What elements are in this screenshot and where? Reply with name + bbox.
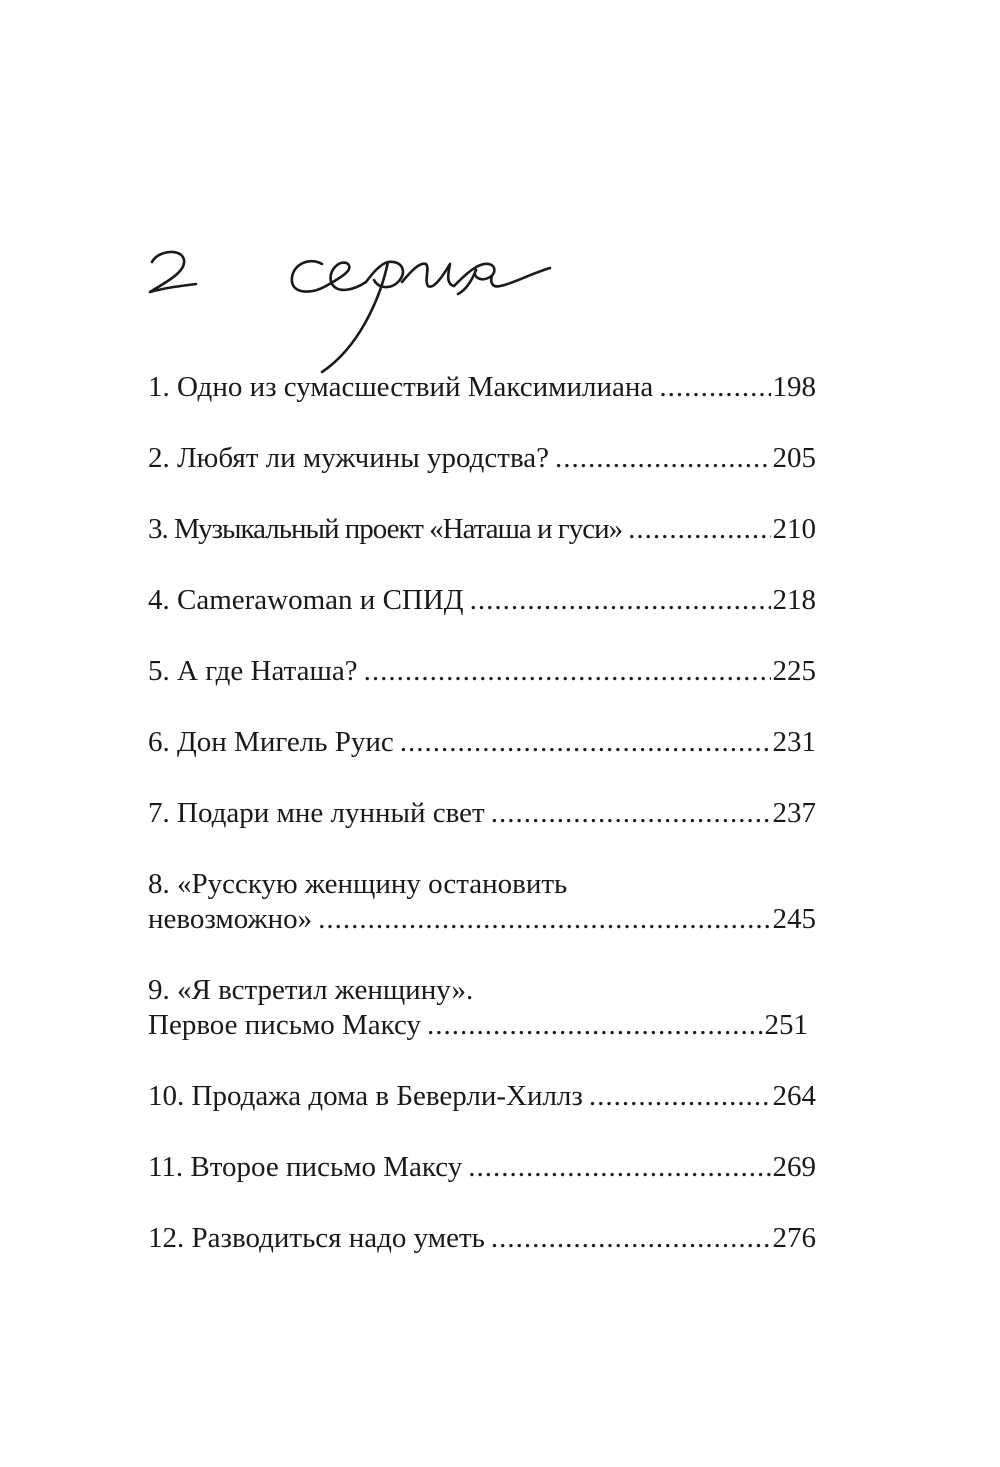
toc-entry — [148, 973, 816, 1079]
toc-entry-title: Первое письмо Максу — [148, 1009, 422, 1041]
toc-entry-title: 8. «Русскую женщину остановить — [148, 868, 568, 900]
dot-leader — [470, 583, 771, 618]
toc-line — [148, 973, 816, 1008]
toc-page-number: 218 — [772, 584, 816, 616]
dot-leader — [628, 512, 770, 547]
toc-page-number: 225 — [772, 655, 816, 687]
dot-leader — [364, 654, 771, 689]
toc-page-number: 269 — [772, 1151, 816, 1183]
toc-page-number: 237 — [772, 797, 816, 829]
toc-page-number: 264 — [772, 1080, 816, 1112]
toc-line — [148, 370, 816, 405]
toc-entry-title: 7. Подари мне лунный свет — [148, 797, 485, 829]
toc-entry-title: 4. Camerawoman и СПИД — [148, 584, 464, 616]
toc-entry-title: невозможно» — [148, 903, 313, 935]
dot-leader — [400, 725, 771, 760]
toc-page-number: 276 — [772, 1222, 816, 1254]
toc-entry-title: 11. Второе письмо Максу — [148, 1151, 463, 1183]
toc-entry — [148, 441, 816, 512]
dot-leader — [555, 441, 770, 476]
dot-leader — [318, 902, 770, 937]
toc-line — [148, 583, 816, 618]
handwritten-heading-art — [140, 240, 580, 390]
toc-line — [148, 1150, 816, 1185]
toc-page-number: 231 — [772, 726, 816, 758]
dot-leader — [491, 1221, 771, 1256]
toc-page-number: 251 — [764, 1009, 808, 1041]
toc-line — [148, 512, 816, 547]
table-of-contents — [148, 370, 816, 1292]
toc-entry-title: 12. Разводиться надо уметь — [148, 1222, 485, 1254]
toc-entry-title: 6. Дон Мигель Руис — [148, 726, 394, 758]
toc-entry — [148, 370, 816, 441]
toc-page-number: 245 — [772, 903, 816, 935]
toc-entry-title: 3. Музыкальный проект «Наташа и гуси» — [148, 513, 623, 545]
dot-leader — [491, 796, 771, 831]
toc-line — [148, 867, 816, 902]
toc-entry-title: 10. Продажа дома в Беверли-Хиллз — [148, 1080, 583, 1112]
toc-line — [148, 654, 816, 689]
toc-page-number: 210 — [772, 513, 816, 545]
toc-entry — [148, 725, 816, 796]
toc-entry-title: 9. «Я встретил женщину». — [148, 974, 474, 1006]
toc-entry — [148, 583, 816, 654]
toc-line — [148, 1221, 816, 1256]
toc-line — [148, 725, 816, 760]
toc-entry — [148, 512, 816, 583]
dot-leader — [427, 1008, 762, 1043]
section-heading — [140, 240, 580, 390]
dot-leader — [468, 1150, 770, 1185]
toc-line — [148, 1079, 816, 1114]
toc-line — [148, 902, 816, 937]
toc-entry — [148, 1150, 816, 1221]
dot-leader — [589, 1079, 771, 1114]
toc-entry-title: 1. Одно из сумасшествий Максимилиана — [148, 371, 654, 403]
toc-entry — [148, 654, 816, 725]
toc-page-number: 198 — [772, 371, 816, 403]
toc-entry-title: 2. Любят ли мужчины уродства? — [148, 442, 550, 474]
toc-entry — [148, 867, 816, 973]
toc-entry — [148, 1079, 816, 1150]
toc-entry — [148, 1221, 816, 1292]
toc-line — [148, 796, 816, 831]
toc-entry-title: 5. А где Наташа? — [148, 655, 358, 687]
toc-line — [148, 441, 816, 476]
toc-page-number: 205 — [772, 442, 816, 474]
toc-entry — [148, 796, 816, 867]
toc-line — [148, 1008, 816, 1043]
dot-leader — [659, 370, 770, 405]
